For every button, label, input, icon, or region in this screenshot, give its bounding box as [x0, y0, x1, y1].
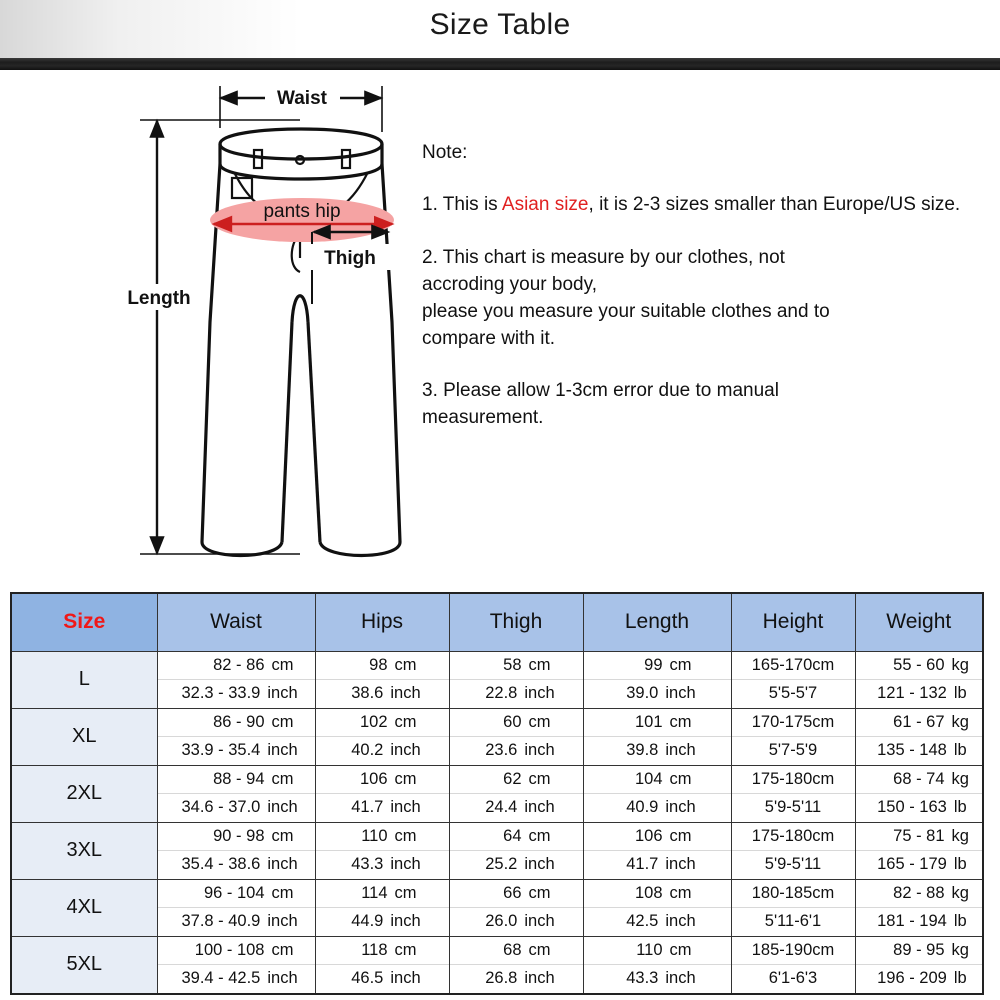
- length-label: Length: [127, 288, 191, 309]
- imperial-unit: lb: [953, 741, 967, 759]
- cell-length: [583, 708, 731, 765]
- cell-line-imperial: [316, 965, 449, 993]
- metric-value: 104: [634, 769, 663, 788]
- table-row: [11, 936, 983, 994]
- metric-unit: kg: [951, 655, 969, 674]
- cell-line-imperial: 5'11-6'1: [764, 912, 822, 930]
- cell-line-imperial: [450, 737, 583, 765]
- cell-waist: [157, 936, 315, 994]
- imperial-unit: inch: [665, 912, 696, 930]
- metric-unit: cm: [669, 655, 692, 674]
- cell-line-metric: [316, 652, 449, 680]
- imperial-unit: inch: [267, 798, 298, 816]
- cell-line-imperial: [450, 794, 583, 822]
- cell-hips: [315, 708, 449, 765]
- note-1-post: , it is 2-3 sizes smaller than Europe/US size.: [588, 193, 961, 215]
- cell-weight: [855, 651, 983, 708]
- imperial-value: 196 - 209: [877, 969, 947, 987]
- cell-line-imperial: [584, 737, 731, 765]
- imperial-value: 165 - 179: [877, 855, 947, 873]
- imperial-value: 35.4 - 38.6: [181, 855, 261, 873]
- cell-waist: [157, 765, 315, 822]
- metric-value: 64: [503, 826, 522, 845]
- metric-value: 82 - 86: [213, 655, 265, 674]
- metric-unit: cm: [394, 826, 417, 845]
- cell-hips: [315, 651, 449, 708]
- cell-length: [583, 879, 731, 936]
- imperial-value: 39.0: [626, 684, 659, 702]
- metric-value: 60: [503, 712, 522, 731]
- cell-line-metric: [316, 880, 449, 908]
- metric-value: 82 - 88: [893, 883, 945, 902]
- imperial-unit: inch: [665, 969, 696, 987]
- cell-hips: [315, 936, 449, 994]
- cell-hips: [315, 765, 449, 822]
- metric-value: 99: [644, 655, 663, 674]
- imperial-unit: lb: [953, 912, 967, 930]
- cell-line-metric: [450, 880, 583, 908]
- cell-line-metric: [450, 823, 583, 851]
- cell-line-metric: [450, 709, 583, 737]
- imperial-unit: inch: [524, 684, 555, 702]
- imperial-unit: lb: [953, 684, 967, 702]
- cell-weight: [855, 765, 983, 822]
- imperial-unit: lb: [953, 855, 967, 873]
- cell-size: 3XL: [11, 822, 157, 879]
- metric-value: 110: [361, 826, 388, 845]
- imperial-value: 25.2: [485, 855, 518, 873]
- cell-line-metric: [584, 937, 731, 965]
- cell-line-imperial: [158, 908, 315, 936]
- cell-line-metric: [316, 823, 449, 851]
- imperial-value: 46.5: [351, 969, 384, 987]
- metric-unit: cm: [394, 769, 417, 788]
- imperial-unit: lb: [953, 798, 967, 816]
- cell-line-imperial: [856, 794, 983, 822]
- metric-unit: cm: [271, 655, 294, 674]
- metric-unit: cm: [669, 883, 692, 902]
- cell-line-imperial: [450, 680, 583, 708]
- cell-line-imperial: [316, 737, 449, 765]
- metric-unit: kg: [951, 712, 969, 731]
- imperial-unit: inch: [524, 969, 555, 987]
- cell-waist: [157, 651, 315, 708]
- cell-line-imperial: [450, 908, 583, 936]
- metric-value: 62: [503, 769, 522, 788]
- column-header-hips: Hips: [315, 593, 449, 651]
- cell-line-imperial: [316, 851, 449, 879]
- column-header-size: Size: [11, 593, 157, 651]
- cell-line-metric: 185-190cm: [732, 937, 855, 965]
- cell-line-imperial: [856, 737, 983, 765]
- cell-line-imperial: [584, 965, 731, 993]
- metric-unit: cm: [528, 883, 551, 902]
- imperial-unit: inch: [390, 855, 421, 873]
- cell-line-imperial: [856, 851, 983, 879]
- imperial-unit: inch: [524, 798, 555, 816]
- cell-size: XL: [11, 708, 157, 765]
- metric-unit: cm: [528, 712, 551, 731]
- cell-length: [583, 651, 731, 708]
- metric-unit: cm: [394, 883, 417, 902]
- metric-value: 98: [369, 655, 388, 674]
- cell-line-imperial: [316, 794, 449, 822]
- metric-unit: cm: [394, 655, 417, 674]
- metric-unit: kg: [951, 883, 969, 902]
- column-header-thigh: Thigh: [449, 593, 583, 651]
- table-row: [11, 651, 983, 708]
- imperial-unit: inch: [665, 798, 696, 816]
- note-1-pre: 1. This is: [422, 193, 502, 215]
- imperial-unit: inch: [267, 969, 298, 987]
- imperial-unit: inch: [390, 969, 421, 987]
- metric-value: 61 - 67: [893, 712, 945, 731]
- cell-line-metric: [158, 652, 315, 680]
- metric-value: 90 - 98: [213, 826, 265, 845]
- metric-unit: cm: [528, 769, 551, 788]
- note-3-line-2: measurement.: [422, 407, 544, 429]
- metric-unit: cm: [271, 769, 294, 788]
- imperial-value: 121 - 132: [877, 684, 947, 702]
- note-1-accent: Asian size: [501, 193, 589, 215]
- cell-line-imperial: [584, 680, 731, 708]
- cell-line-metric: [158, 937, 315, 965]
- metric-unit: cm: [669, 940, 692, 959]
- cell-line-imperial: [450, 851, 583, 879]
- cell-line-metric: [856, 823, 983, 851]
- cell-height: [731, 651, 855, 708]
- metric-value: 114: [361, 883, 388, 902]
- cell-line-imperial: 5'9-5'11: [764, 855, 822, 873]
- cell-line-metric: [584, 880, 731, 908]
- cell-line-metric: [450, 937, 583, 965]
- column-header-weight: Weight: [855, 593, 983, 651]
- imperial-value: 24.4: [485, 798, 518, 816]
- metric-value: 88 - 94: [213, 769, 265, 788]
- note-block: [422, 140, 982, 432]
- metric-value: 89 - 95: [893, 940, 945, 959]
- note-2-line-3: please you measure your suitable clothes and to: [422, 300, 830, 322]
- metric-value: 68 - 74: [893, 769, 945, 788]
- note-2-line-2: accroding your body,: [422, 273, 597, 295]
- metric-unit: cm: [669, 769, 692, 788]
- pants-hip-label: pants hip: [263, 201, 341, 222]
- cell-line-metric: [158, 880, 315, 908]
- imperial-value: 40.2: [351, 741, 384, 759]
- metric-value: 68: [503, 940, 522, 959]
- cell-thigh: [449, 822, 583, 879]
- cell-line-imperial: [856, 965, 983, 993]
- cell-line-metric: [856, 880, 983, 908]
- cell-size: 2XL: [11, 765, 157, 822]
- cell-line-metric: 180-185cm: [732, 880, 855, 908]
- cell-height: [731, 822, 855, 879]
- cell-thigh: [449, 708, 583, 765]
- metric-unit: cm: [669, 712, 692, 731]
- cell-line-imperial: [158, 794, 315, 822]
- imperial-unit: inch: [665, 684, 696, 702]
- cell-line-metric: [158, 823, 315, 851]
- imperial-value: 39.4 - 42.5: [181, 969, 261, 987]
- metric-unit: kg: [951, 940, 969, 959]
- cell-line-metric: [158, 766, 315, 794]
- cell-line-metric: [856, 652, 983, 680]
- cell-line-imperial: 5'7-5'9: [768, 741, 818, 759]
- cell-line-metric: [316, 709, 449, 737]
- cell-height: [731, 936, 855, 994]
- metric-value: 66: [503, 883, 522, 902]
- column-header-waist: Waist: [157, 593, 315, 651]
- imperial-value: 43.3: [351, 855, 384, 873]
- note-item-1: [422, 192, 982, 219]
- thigh-label: Thigh: [324, 248, 376, 269]
- imperial-unit: lb: [953, 969, 967, 987]
- metric-value: 75 - 81: [893, 826, 945, 845]
- metric-value: 86 - 90: [213, 712, 265, 731]
- imperial-value: 135 - 148: [877, 741, 947, 759]
- imperial-unit: inch: [267, 684, 298, 702]
- cell-line-metric: [584, 652, 731, 680]
- note-3-line-1: 3. Please allow 1-3cm error due to manual: [422, 380, 779, 402]
- cell-line-metric: [450, 766, 583, 794]
- cell-height: [731, 879, 855, 936]
- cell-size: L: [11, 651, 157, 708]
- cell-line-imperial: 5'9-5'11: [764, 798, 822, 816]
- imperial-value: 33.9 - 35.4: [181, 741, 261, 759]
- metric-value: 110: [636, 940, 663, 959]
- cell-thigh: [449, 879, 583, 936]
- imperial-unit: inch: [267, 741, 298, 759]
- imperial-value: 43.3: [626, 969, 659, 987]
- metric-value: 101: [634, 712, 663, 731]
- imperial-unit: inch: [665, 855, 696, 873]
- table-row: [11, 708, 983, 765]
- metric-value: 55 - 60: [893, 655, 945, 674]
- cell-waist: [157, 879, 315, 936]
- metric-value: 108: [634, 883, 663, 902]
- cell-size: 4XL: [11, 879, 157, 936]
- cell-line-metric: [856, 709, 983, 737]
- imperial-unit: inch: [524, 741, 555, 759]
- cell-weight: [855, 936, 983, 994]
- imperial-value: 38.6: [351, 684, 384, 702]
- cell-waist: [157, 822, 315, 879]
- note-2-line-4: compare with it.: [422, 327, 556, 349]
- metric-value: 100 - 108: [194, 940, 265, 959]
- cell-height: [731, 708, 855, 765]
- cell-hips: [315, 822, 449, 879]
- cell-line-metric: [316, 937, 449, 965]
- imperial-value: 32.3 - 33.9: [181, 684, 261, 702]
- cell-line-imperial: [584, 794, 731, 822]
- cell-line-imperial: [158, 965, 315, 993]
- imperial-unit: inch: [665, 741, 696, 759]
- imperial-unit: inch: [390, 912, 421, 930]
- cell-line-imperial: 6'1-6'3: [768, 969, 818, 987]
- column-header-length: Length: [583, 593, 731, 651]
- title-divider-bar: [0, 58, 1000, 70]
- table-row: [11, 765, 983, 822]
- imperial-unit: inch: [390, 741, 421, 759]
- imperial-unit: inch: [524, 912, 555, 930]
- metric-value: 106: [634, 826, 663, 845]
- cell-length: [583, 765, 731, 822]
- imperial-value: 22.8: [485, 684, 518, 702]
- imperial-value: 26.0: [485, 912, 518, 930]
- note-item-3: [422, 378, 982, 432]
- size-table: [10, 592, 984, 995]
- metric-unit: cm: [528, 826, 551, 845]
- cell-weight: [855, 822, 983, 879]
- imperial-value: 44.9: [351, 912, 384, 930]
- cell-line-metric: 175-180cm: [732, 766, 855, 794]
- cell-line-imperial: [856, 680, 983, 708]
- cell-thigh: [449, 765, 583, 822]
- note-heading: Note:: [422, 142, 468, 163]
- cell-line-metric: [856, 766, 983, 794]
- cell-line-metric: 175-180cm: [732, 823, 855, 851]
- cell-length: [583, 936, 731, 994]
- cell-line-imperial: [316, 908, 449, 936]
- cell-waist: [157, 708, 315, 765]
- cell-size: 5XL: [11, 936, 157, 994]
- imperial-value: 41.7: [351, 798, 384, 816]
- metric-value: 102: [359, 712, 388, 731]
- metric-unit: kg: [951, 826, 969, 845]
- cell-line-imperial: [158, 737, 315, 765]
- metric-unit: cm: [271, 883, 294, 902]
- cell-line-imperial: [450, 965, 583, 993]
- imperial-value: 150 - 163: [877, 798, 947, 816]
- imperial-value: 37.8 - 40.9: [181, 912, 261, 930]
- imperial-unit: inch: [267, 912, 298, 930]
- table-header: [11, 593, 983, 651]
- cell-weight: [855, 708, 983, 765]
- pants-measurement-diagram: [110, 72, 420, 582]
- cell-line-metric: [316, 766, 449, 794]
- metric-unit: cm: [669, 826, 692, 845]
- imperial-value: 181 - 194: [877, 912, 947, 930]
- cell-line-imperial: [316, 680, 449, 708]
- metric-unit: cm: [271, 826, 294, 845]
- cell-line-metric: [584, 766, 731, 794]
- cell-line-metric: 170-175cm: [732, 709, 855, 737]
- cell-line-imperial: [584, 851, 731, 879]
- cell-line-metric: [450, 652, 583, 680]
- table-header-row: [11, 593, 983, 651]
- metric-value: 58: [503, 655, 522, 674]
- cell-line-metric: [158, 709, 315, 737]
- metric-unit: kg: [951, 769, 969, 788]
- imperial-value: 26.8: [485, 969, 518, 987]
- imperial-value: 34.6 - 37.0: [181, 798, 261, 816]
- metric-unit: cm: [271, 940, 294, 959]
- cell-line-imperial: [584, 908, 731, 936]
- metric-value: 118: [361, 940, 388, 959]
- cell-line-imperial: [158, 680, 315, 708]
- metric-value: 106: [359, 769, 388, 788]
- size-table-container: [10, 592, 982, 995]
- metric-unit: cm: [394, 940, 417, 959]
- metric-unit: cm: [528, 655, 551, 674]
- imperial-value: 40.9: [626, 798, 659, 816]
- metric-value: 96 - 104: [203, 883, 265, 902]
- metric-unit: cm: [528, 940, 551, 959]
- metric-unit: cm: [271, 712, 294, 731]
- imperial-value: 23.6: [485, 741, 518, 759]
- imperial-value: 41.7: [626, 855, 659, 873]
- imperial-value: 42.5: [626, 912, 659, 930]
- imperial-unit: inch: [267, 855, 298, 873]
- waist-label: Waist: [277, 88, 327, 109]
- cell-length: [583, 822, 731, 879]
- imperial-unit: inch: [390, 798, 421, 816]
- table-body: [11, 651, 983, 994]
- cell-hips: [315, 879, 449, 936]
- note-2-line-1: 2. This chart is measure by our clothes, not: [422, 246, 785, 268]
- note-item-2: [422, 245, 982, 353]
- cell-line-metric: [856, 937, 983, 965]
- cell-line-imperial: [158, 851, 315, 879]
- cell-line-metric: 165-170cm: [732, 652, 855, 680]
- imperial-unit: inch: [524, 855, 555, 873]
- cell-line-imperial: 5'5-5'7: [768, 684, 818, 702]
- cell-height: [731, 765, 855, 822]
- table-row: [11, 822, 983, 879]
- cell-line-metric: [584, 709, 731, 737]
- column-header-height: Height: [731, 593, 855, 651]
- cell-thigh: [449, 936, 583, 994]
- imperial-value: 39.8: [626, 741, 659, 759]
- table-row: [11, 879, 983, 936]
- imperial-unit: inch: [390, 684, 421, 702]
- cell-line-metric: [584, 823, 731, 851]
- cell-thigh: [449, 651, 583, 708]
- cell-weight: [855, 879, 983, 936]
- page-title: Size Table: [429, 8, 571, 41]
- metric-unit: cm: [394, 712, 417, 731]
- cell-line-imperial: [856, 908, 983, 936]
